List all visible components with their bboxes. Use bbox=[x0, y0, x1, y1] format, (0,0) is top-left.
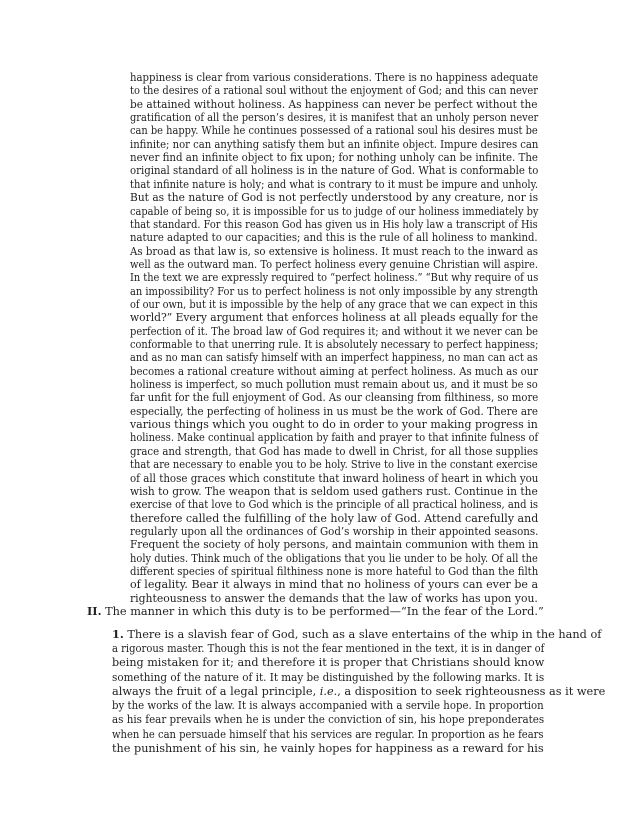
text-line: the punishment of his sin, he vainly hopes for happiness as a reward for his bbox=[112, 741, 544, 755]
text-line: happiness is clear from various considerations. There is no happiness adequate bbox=[130, 71, 539, 84]
text-line: as his fear prevails when he is under the conviction of sin, his hope preponderates bbox=[112, 713, 545, 727]
text-line: can be happy. While he continues possessed of a rational soul his desires must be bbox=[130, 124, 538, 138]
text-line: never find an infinite object to fix upon; for nothing unholy can be infinite. The bbox=[130, 151, 538, 165]
text-line: infinite; nor can anything satisfy them but an infinite object. Impure desires can bbox=[130, 137, 539, 151]
text-line: therefore called the fulfilling of the holy law of God. Attend carefully and bbox=[130, 511, 539, 525]
text-line: various things which you ought to do in order to your making progress in bbox=[130, 418, 538, 432]
text-line: conformable to that unerring rule. It is absolutely necessary to perfect happiness; bbox=[130, 338, 539, 351]
text-line: and as no man can satisfy himself with an imperfect happiness, no man can act as bbox=[130, 351, 538, 365]
text-line: something of the nature of it. It may be distinguished by the following marks. It is bbox=[112, 670, 545, 684]
text-line: wish to grow. The weapon that is seldom used gathers rust. Continue in the bbox=[130, 484, 538, 498]
text-line: especially, the perfecting of holiness in us must be the work of God. There are bbox=[130, 404, 539, 418]
text-line: perfection of it. The broad law of God requires it; and without it we never can be bbox=[130, 324, 539, 338]
text-line: of all those graces which constitute that inward holiness of heart in which you bbox=[130, 471, 539, 485]
text-line: As broad as that law is, so extensive is holiness. It must reach to the inward as bbox=[130, 244, 539, 258]
text-line: that infinite nature is holy; and what is contrary to it must be impure and unholy. bbox=[130, 177, 539, 191]
list-item-line: 1. There is a slavish fear of God, such as a slave entertains of the whip in the hand of bbox=[112, 627, 602, 641]
text-line: original standard of all holiness is in the nature of God. What is conformable to bbox=[130, 164, 539, 178]
text-line: nature adapted to our capacities; and this is the rule of all holiness to mankind. bbox=[130, 231, 538, 245]
list-item-line: always the fruit of a legal principle, i.e., a disposition to seek righteousness as it were bbox=[112, 685, 606, 698]
item-number: 1. bbox=[112, 627, 124, 641]
section-number: II. bbox=[87, 604, 102, 618]
text-line: world?” Every argument that enforces holiness at all pleads equally for the bbox=[130, 311, 539, 325]
text-line: a rigorous master. Though this is not the fear mentioned in the text, it is in danger of bbox=[112, 642, 545, 655]
text-line: gratification of all the person’s desires, it is manifest that an unholy person never bbox=[130, 111, 539, 125]
text-line: well as the outward man. To perfect holiness every genuine Christian will aspire. bbox=[130, 257, 539, 271]
text-line: that standard. For this reason God has given us in His holy law a transcript of His bbox=[130, 217, 538, 231]
text-line: of our own, but it is impossible by the help of any grace that we can expect in this bbox=[130, 297, 538, 311]
section-heading-text: The manner in which this duty is to be performed—“In the fear of the Lord.” bbox=[101, 605, 544, 618]
text-line: far unfit for the full enjoyment of God. As our cleansing from filthiness, so more bbox=[130, 391, 539, 405]
text-line: But as the nature of God is not perfectly understood by any creature, nor is bbox=[130, 191, 539, 205]
text-line: that are necessary to enable you to be holy. Strive to live in the constant exercise bbox=[130, 458, 538, 472]
text-line: grace and strength, that God has made to dwell in Christ, for all those supplies bbox=[130, 444, 539, 458]
text-line: of legality. Bear it always in mind that no holiness of yours can ever be a bbox=[130, 578, 539, 592]
text-line: by the works of the law. It is always accompanied with a servile hope. In proportion bbox=[112, 699, 544, 712]
text-line: different species of spiritual filthiness none is more hateful to God than the filth bbox=[130, 564, 539, 578]
text-line: becomes a rational creature without aiming at perfect holiness. As much as our bbox=[130, 364, 539, 378]
text-line: being mistaken for it; and therefore it is proper that Christians should know bbox=[112, 656, 545, 670]
section-heading bbox=[87, 604, 544, 620]
text-line: to the desires of a rational soul without the enjoyment of God; and this can never bbox=[130, 84, 538, 98]
text-line: capable of being so, it is impossible for us to judge of our holiness immediately by bbox=[130, 204, 539, 218]
text-line: righteousness to answer the demands that the law of works has upon you. bbox=[130, 591, 538, 605]
text-line: Frequent the society of holy persons, and maintain communion with them in bbox=[130, 538, 539, 552]
text-line: exercise of that love to God which is the principle of all practical holiness, and is bbox=[130, 498, 539, 512]
text-line: when he can persuade himself that his services are regular. In proportion as he fears bbox=[112, 727, 544, 741]
text-line: holy duties. Think much of the obligations that you lie under to be holy. Of all the bbox=[130, 551, 538, 565]
text-line: an impossibility? For us to perfect holiness is not only impossible by any strength bbox=[130, 284, 539, 298]
text-line: regularly upon all the ordinances of God’s worship in their appointed seasons. bbox=[130, 524, 539, 538]
text-line: holiness is imperfect, so much pollution must remain about us, and it must be so bbox=[130, 378, 538, 392]
ie-abbreviation: i.e. bbox=[319, 685, 338, 698]
text-line: holiness. Make continual application by faith and prayer to that infinite fulness of bbox=[130, 431, 539, 445]
text-line: In the text we are expressly required to “perfect holiness.” “But why require of us bbox=[130, 271, 539, 285]
text-line: be attained without holiness. As happiness can never be perfect without the bbox=[130, 97, 538, 111]
